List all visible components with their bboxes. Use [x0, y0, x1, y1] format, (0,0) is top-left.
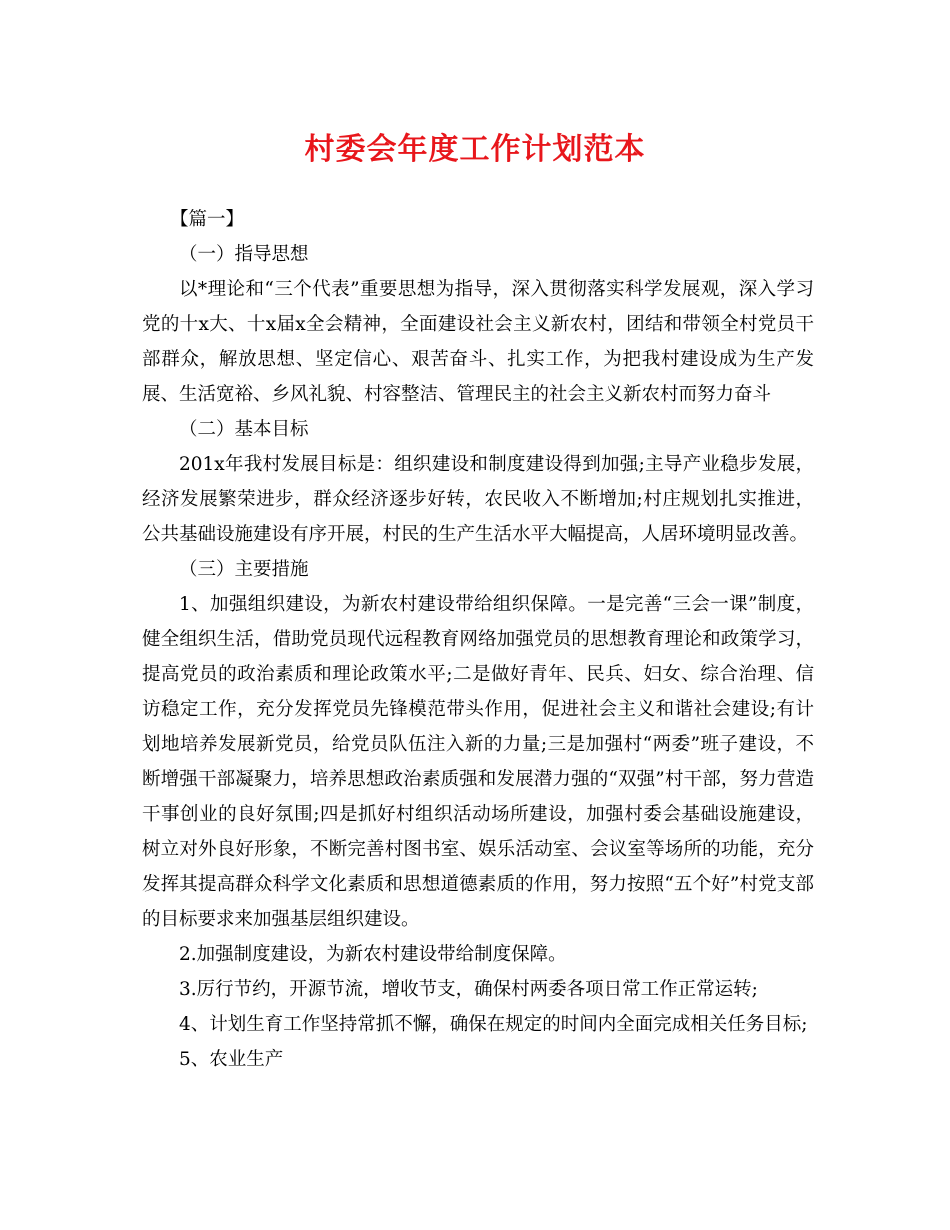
- document-body: [142, 202, 814, 1077]
- paragraph-measure-3: 3.厉行节约，开源节流，增收节支，确保村两委各项日常工作正常运转;: [179, 979, 758, 1000]
- paragraph-basic-goals: 201x年我村发展目标是：组织建设和制度建设得到加强;主导产业稳步发展，经济发展繁荣进步，群众经济逐步好转，农民收入不断增加;村庄规划扎实推进，公共基础设施建设有序开展，村民的生产生活水平大幅提高，人居环境明显改善。: [142, 454, 814, 545]
- paragraph-measure-4: 4、计划生育工作坚持常抓不懈，确保在规定的时间内全面完成相关任务目标;: [179, 1014, 808, 1035]
- subheading-basic-goals: （二）基本目标: [179, 419, 309, 440]
- document-title: 村委会年度工作计划范本: [304, 132, 646, 167]
- subheading-guiding-ideology: （一）指导思想: [179, 244, 309, 265]
- paragraph-measure-5: 5、农业生产: [179, 1049, 284, 1070]
- paragraph-measure-2: 2.加强制度建设，为新农村建设带给制度保障。: [179, 944, 567, 965]
- section-heading-part-one: 【篇一】: [170, 209, 245, 230]
- paragraph-measure-1: 1、加强组织建设，为新农村建设带给组织保障。一是完善“三会一课”制度，健全组织生活，借助党员现代远程教育网络加强党员的思想教育理论和政策学习，提高党员的政治素质和理论政策水平;二是做好青年、民兵、妇女、综合治理、信访稳定工作，充分发挥党员先锋模范带头作用，促进社会主义和谐社会建设;有计划地培养发展新党员，给党员队伍注入新的力量;三是加强村“两委”班子建设，不断增强干部凝聚力，培养思想政治素质强和发展潜力强的“双强”村干部，努力营造干事创业的良好氛围;四是抓好村组织活动场所建设，加强村委会基础设施建设，树立对外良好形象，不断完善村图书室、娱乐活动室、会议室等场所的功能，充分发挥其提高群众科学文化素质和思想道德素质的作用，努力按照“五个好”村党支部的目标要求来加强基层组织建设。: [142, 594, 814, 930]
- subheading-main-measures: （三）主要措施: [179, 559, 309, 580]
- paragraph-guiding-ideology: 以*理论和“三个代表”重要思想为指导，深入贯彻落实科学发展观，深入学习党的十x大、十x届x全会精神，全面建设社会主义新农村，团结和带领全村党员干部群众，解放思想、坚定信心、艰苦奋斗、扎实工作，为把我村建设成为生产发展、生活宽裕、乡风礼貌、村容整洁、管理民主的社会主义新农村而努力奋斗: [142, 279, 814, 405]
